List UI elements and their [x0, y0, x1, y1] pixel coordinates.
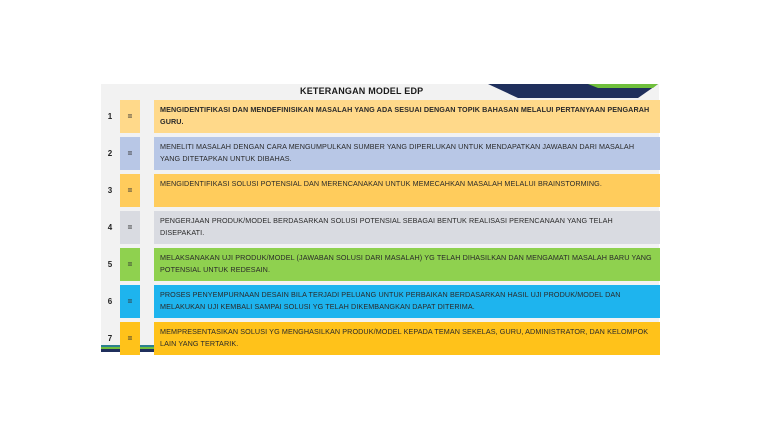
step-number: 7	[107, 334, 113, 343]
step-row	[101, 285, 659, 318]
step-number: 6	[107, 297, 113, 306]
step-row	[101, 322, 659, 355]
step-row	[101, 137, 659, 170]
step-number: 3	[107, 186, 113, 195]
step-description: PROSES PENYEMPURNAAN DESAIN BILA TERJADI PELUANG UNTUK PERBAIKAN BERDASARKAN HASIL UJI PRODUK/MODEL DAN MELAKUKAN UJI KEMBALI SAMPAI SOLUSI YG TELAH DIKEMBANGKAN DAPAT DITERIMA.	[154, 285, 660, 318]
step-equals-marker: =	[120, 137, 140, 170]
step-row	[101, 248, 659, 281]
step-description: MELAKSANAKAN UJI PRODUK/MODEL (JAWABAN SOLUSI DARI MASALAH) YG TELAH DIHASILKAN DAN MENGAMATI MASALAH BARU YANG POTENSIAL UNTUK REDESAIN.	[154, 248, 660, 281]
step-number: 5	[107, 260, 113, 269]
step-equals-marker: =	[120, 100, 140, 133]
step-description: MEMPRESENTASIKAN SOLUSI YG MENGHASILKAN PRODUK/MODEL KEPADA TEMAN SEKELAS, GURU, ADMINISTRATOR, DAN KELOMPOK LAIN YANG TERTARIK.	[154, 322, 660, 355]
step-number: 2	[107, 149, 113, 158]
step-row	[101, 211, 659, 244]
step-equals-marker: =	[120, 211, 140, 244]
step-number: 1	[107, 112, 113, 121]
step-description: MENGIDENTIFIKASI SOLUSI POTENSIAL DAN MERENCANAKAN UNTUK MEMECAHKAN MASALAH MELALUI BRAINSTORMING.	[154, 174, 660, 207]
step-equals-marker: =	[120, 322, 140, 355]
page-title: KETERANGAN MODEL EDP	[300, 86, 424, 96]
step-number: 4	[107, 223, 113, 232]
step-equals-marker: =	[120, 285, 140, 318]
step-row	[101, 174, 659, 207]
step-equals-marker: =	[120, 248, 140, 281]
steps-list	[101, 100, 659, 359]
top-decorative-stripes	[488, 84, 658, 98]
step-description: MENELITI MASALAH DENGAN CARA MENGUMPULKAN SUMBER YANG DIPERLUKAN UNTUK MENDAPATKAN JAWABAN DARI MASALAH YANG DITETAPKAN UNTUK DIBAHAS.	[154, 137, 660, 170]
step-equals-marker: =	[120, 174, 140, 207]
step-description: MENGIDENTIFIKASI DAN MENDEFINISIKAN MASALAH YANG ADA SESUAI DENGAN TOPIK BAHASAN MELALUI PERTANYAAN PENGARAH GURU.	[154, 100, 660, 133]
step-description: PENGERJAAN PRODUK/MODEL BERDASARKAN SOLUSI POTENSIAL SEBAGAI BENTUK REALISASI PERENCANAAN YANG TELAH DISEPAKATI.	[154, 211, 660, 244]
step-row	[101, 100, 659, 133]
